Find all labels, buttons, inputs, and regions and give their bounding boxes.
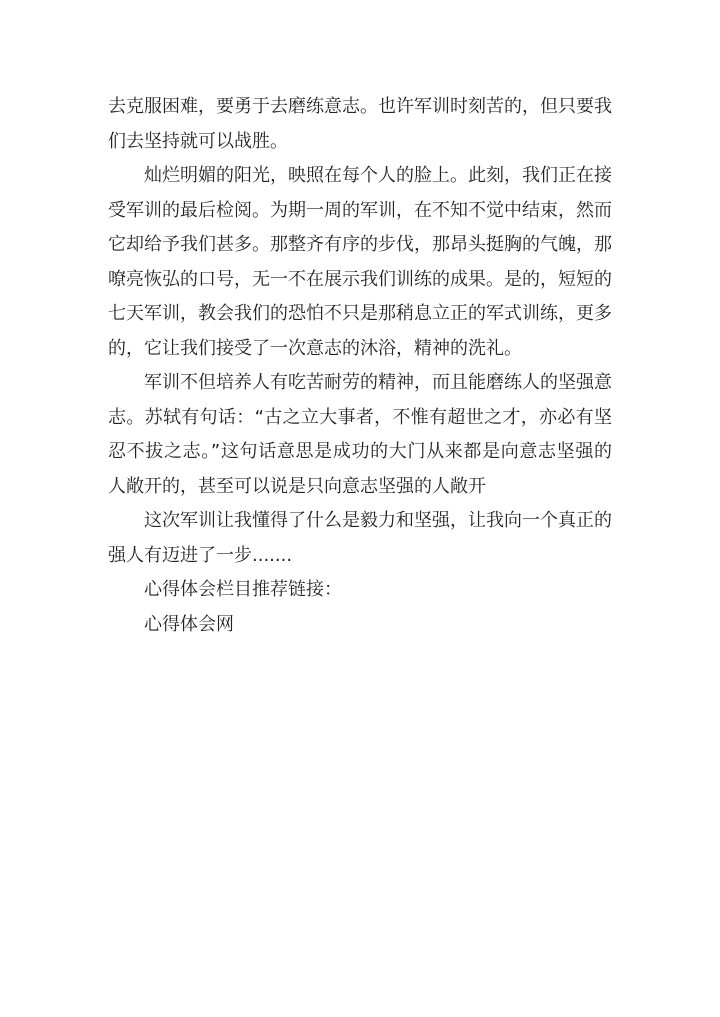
paragraph-willpower-quote: 军训不但培养人有吃苦耐劳的精神，而且能磨练人的坚强意志。苏轼有句话：“古之立大事者，不惟有超世之才，亦必有坚忍不拔之志。”这句话意思是成功的大门从来都是向意志坚强的人敞开的，甚至可以说是只向意志坚强的人敞开 xyxy=(108,372,612,497)
recommended-links-label: 心得体会栏目推荐链接： xyxy=(144,579,342,600)
paragraph-continuation: 去克服困难，要勇于去磨练意志。也许军训时刻苦的，但只要我们去坚持就可以战胜。 xyxy=(108,96,612,152)
recommended-link-site[interactable]: 心得体会网 xyxy=(144,613,234,635)
paragraph-sunshine-review: 灿烂明媚的阳光，映照在每个人的脸上。此刻，我们正在接受军训的最后检阅。为期一周的军训，在不知不觉中结束，然而它却给予我们甚多。那整齐有序的步伐，那昂头挺胸的气魄，那嘹亮恢弘的口号，无一不在展示我们训练的成果。是的，短短的七天军训，教会我们的恐怕不只是那稍息立正的军式训练，更多的，它让我们接受了一次意志的沐浴，精神的洗礼。 xyxy=(108,165,612,359)
document-body xyxy=(108,90,612,642)
paragraph-conclusion: 这次军训让我懂得了什么是毅力和坚强，让我向一个真正的强人有迈进了一步....... xyxy=(108,510,612,566)
